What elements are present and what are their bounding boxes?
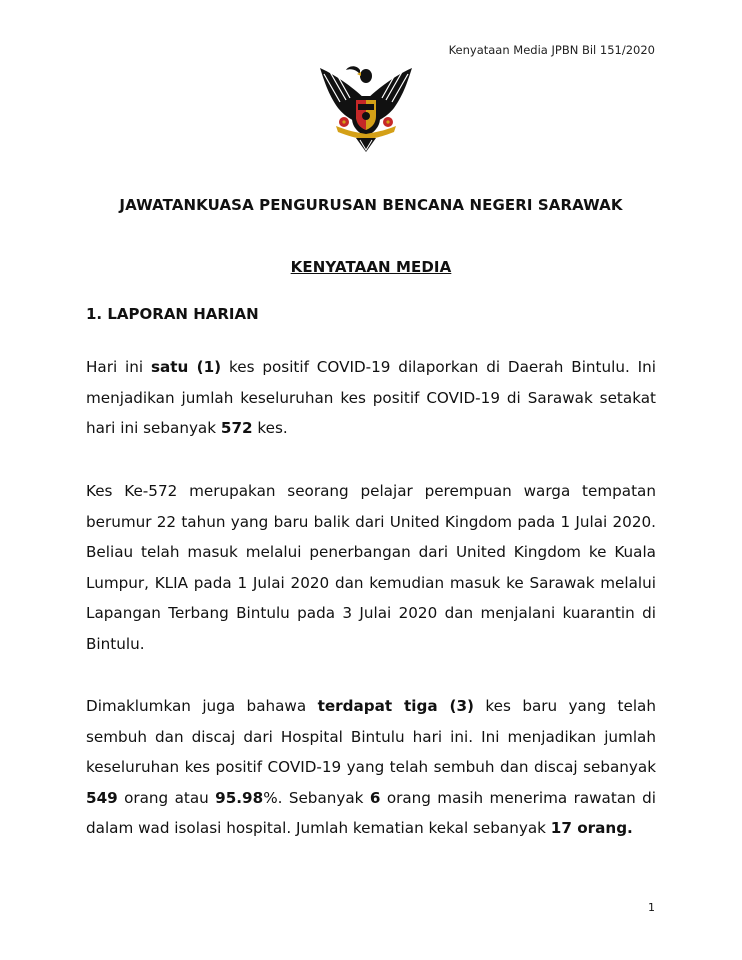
p3-deaths: 17 orang. [550, 819, 633, 837]
section-heading: 1. LAPORAN HARIAN [86, 305, 259, 323]
p3-text-5: orang masih menerima rawatan di dalam wad isolasi hospital. Jumlah kematian kekal sebanyak [86, 788, 656, 837]
p1-text-2: kes positif COVID-19 dilaporkan di Daerah Bintulu. Ini menjadikan jumlah keseluruhan kes positif COVID-19 di Sarawak setakat hari ini sebanyak [86, 358, 656, 437]
p1-total-cases: 572 [220, 419, 253, 437]
p3-text-4: %. Sebanyak [263, 788, 370, 807]
p3-text-2: kes baru yang telah sembuh dan discaj dari Hospital Bintulu hari ini. Ini menjadikan jumlah keseluruhan kes positif COVID-19 yang telah sembuh dan discaj sebanyak [86, 697, 656, 776]
p1-text-3: kes. [252, 419, 288, 437]
paragraph-recoveries [86, 691, 656, 844]
paragraph-case-details: Kes Ke-572 merupakan seorang pelajar perempuan warga tempatan berumur 22 tahun yang baru balik dari United Kingdom pada 1 Julai 2020. Beliau telah masuk melalui penerbangan dari United Kingdom ke Kuala Lumpur, KLIA pada 1 Julai 2020 dan kemudian masuk ke Sarawak melalui Lapangan Terbang Bintulu pada 3 Julai 2020 dan menjalani kuarantin di Bintulu. [86, 482, 656, 653]
p1-text-1: Hari ini [86, 358, 151, 376]
p3-text-1: Dimaklumkan juga bahawa [86, 697, 318, 715]
p1-new-cases: satu (1) [150, 358, 222, 376]
organization-title: JAWATANKUASA PENGURUSAN BENCANA NEGERI SARAWAK [119, 196, 623, 214]
sarawak-coat-of-arms-icon [316, 60, 416, 160]
paragraph-daily-report [86, 352, 656, 444]
p3-recovered-today: terdapat tiga (3) [317, 697, 474, 715]
page-number: 1 [648, 901, 655, 914]
p3-total-recovered: 549 [86, 788, 118, 807]
p3-recovery-rate: 95.98 [215, 788, 264, 807]
media-statement-reference: Kenyataan Media JPBN Bil 151/2020 [448, 43, 655, 57]
document-type-title: KENYATAAN MEDIA [290, 258, 452, 276]
p3-under-treatment: 6 [369, 788, 381, 807]
p3-text-3: orang atau [117, 788, 216, 807]
